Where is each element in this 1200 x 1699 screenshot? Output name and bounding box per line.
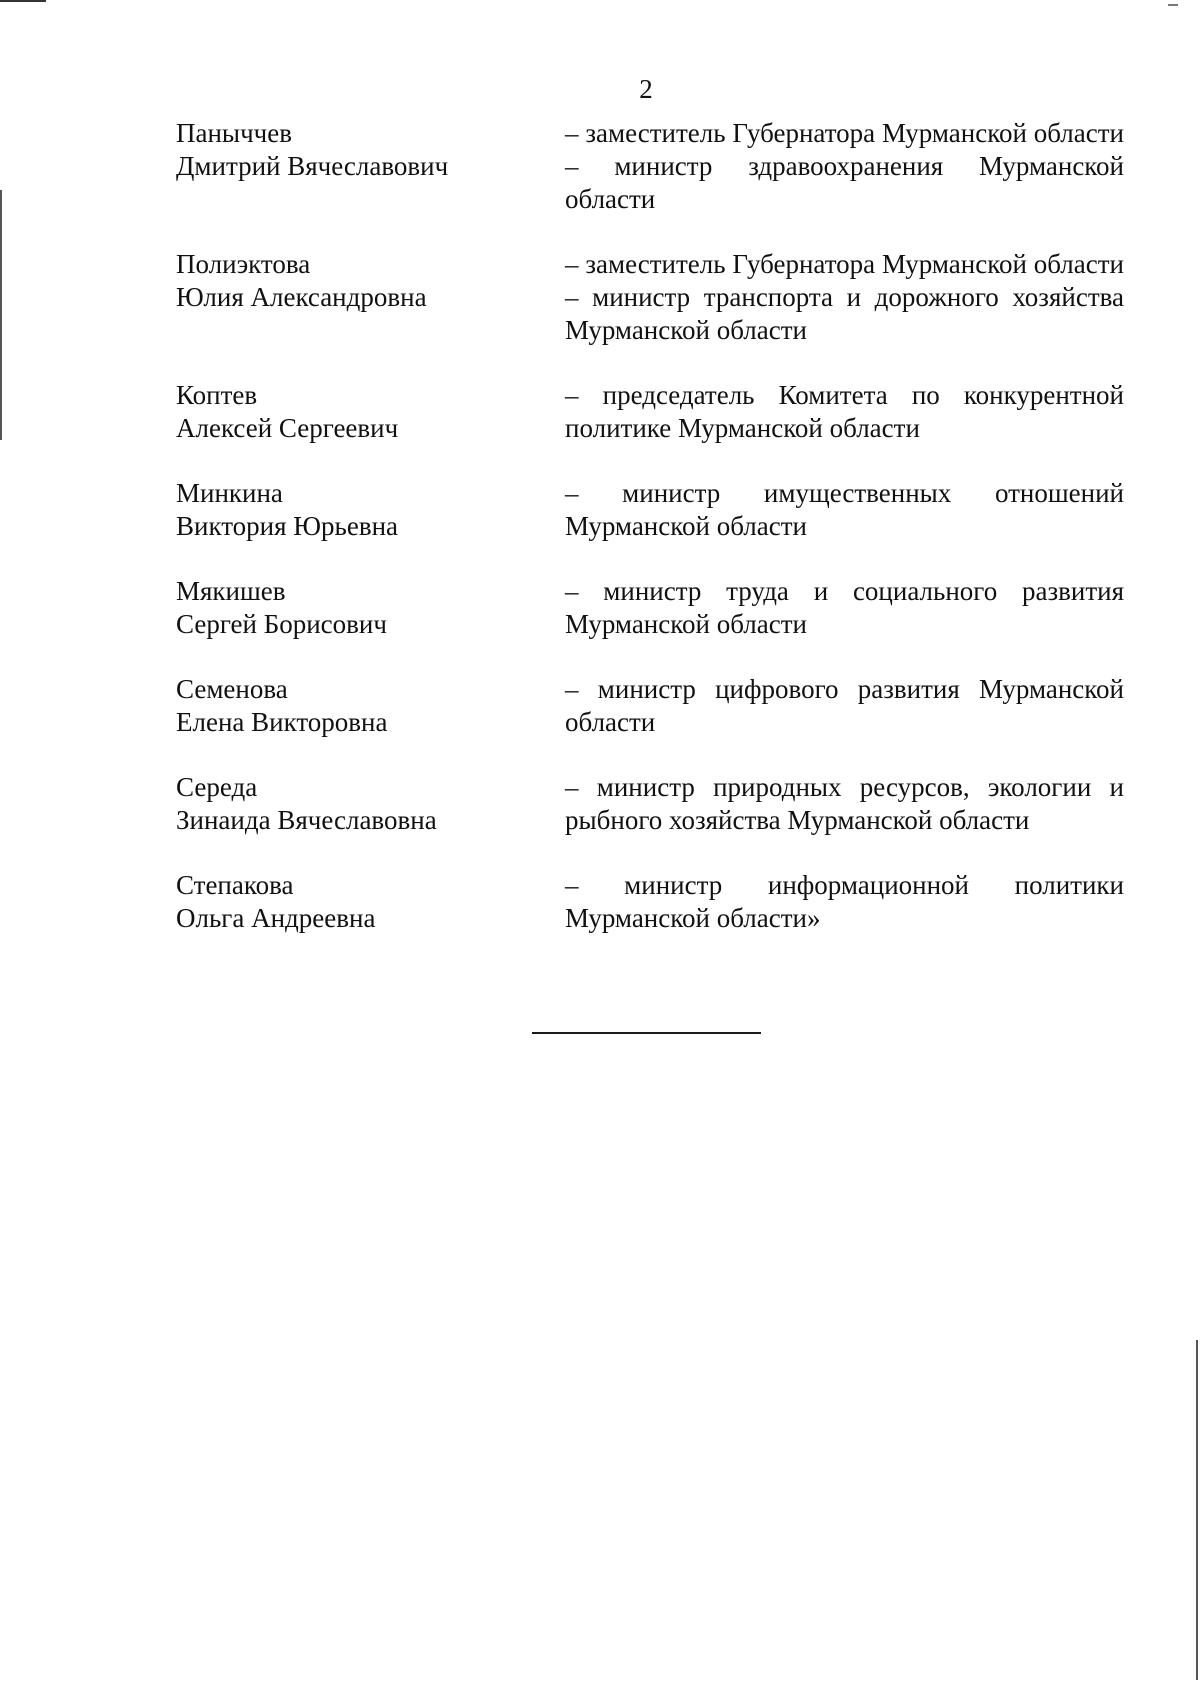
scan-mark-top-right <box>1168 4 1178 6</box>
member-given-names: Ольга Андреевна <box>176 903 376 933</box>
member-name <box>176 379 565 445</box>
member-row <box>176 869 1124 935</box>
member-row <box>176 477 1124 543</box>
scan-mark-left-edge <box>0 190 2 440</box>
member-row <box>176 673 1124 739</box>
member-role: – заместитель Губернатора Мурманской области – министр транспорта и дорожного хозяйства Мурманской области <box>565 249 1124 345</box>
member-name <box>176 477 565 543</box>
member-role: – министр природных ресурсов, экологии и рыбного хозяйства Мурманской области <box>565 772 1124 835</box>
member-surname: Полиэктова <box>176 249 311 279</box>
member-role: – заместитель Губернатора Мурманской области – министр здравоохранения Мурманской области <box>565 118 1124 214</box>
member-row <box>176 117 1124 216</box>
member-row <box>176 248 1124 347</box>
member-row <box>176 771 1124 837</box>
member-surname: Коптев <box>176 380 258 410</box>
member-surname: Середа <box>176 772 258 802</box>
member-surname: Паныччев <box>176 118 292 148</box>
member-name <box>176 673 565 739</box>
page-number: 2 <box>639 74 653 104</box>
member-given-names: Сергей Борисович <box>176 609 387 639</box>
closing-rule <box>532 1032 761 1034</box>
member-name <box>176 248 565 314</box>
member-given-names: Алексей Сергеевич <box>176 413 399 443</box>
scan-mark-top-left <box>0 0 46 2</box>
member-role: – председатель Комитета по конкурентной политике Мурманской области <box>565 380 1124 443</box>
member-role: – министр труда и социального развития Мурманской области <box>565 576 1124 639</box>
scan-mark-right-edge <box>1196 1340 1198 1680</box>
member-row <box>176 379 1124 445</box>
member-name <box>176 575 565 641</box>
member-given-names: Виктория Юрьевна <box>176 511 399 541</box>
member-given-names: Елена Викторовна <box>176 707 388 737</box>
member-given-names: Дмитрий Вячеславович <box>176 151 449 181</box>
member-role: – министр имущественных отношений Мурманской области <box>565 478 1124 541</box>
member-surname: Мякишев <box>176 576 286 606</box>
member-name <box>176 869 565 935</box>
member-role: – министр цифрового развития Мурманской области <box>565 674 1124 737</box>
member-given-names: Юлия Александровна <box>176 282 427 312</box>
member-name <box>176 771 565 837</box>
member-given-names: Зинаида Вячеславовна <box>176 805 437 835</box>
member-surname: Степакова <box>176 870 294 900</box>
member-list <box>176 117 1124 935</box>
member-row <box>176 575 1124 641</box>
member-surname: Семенова <box>176 674 288 704</box>
member-name <box>176 117 565 183</box>
member-role: – министр информационной политики Мурманской области» <box>565 870 1124 933</box>
member-surname: Минкина <box>176 478 283 508</box>
